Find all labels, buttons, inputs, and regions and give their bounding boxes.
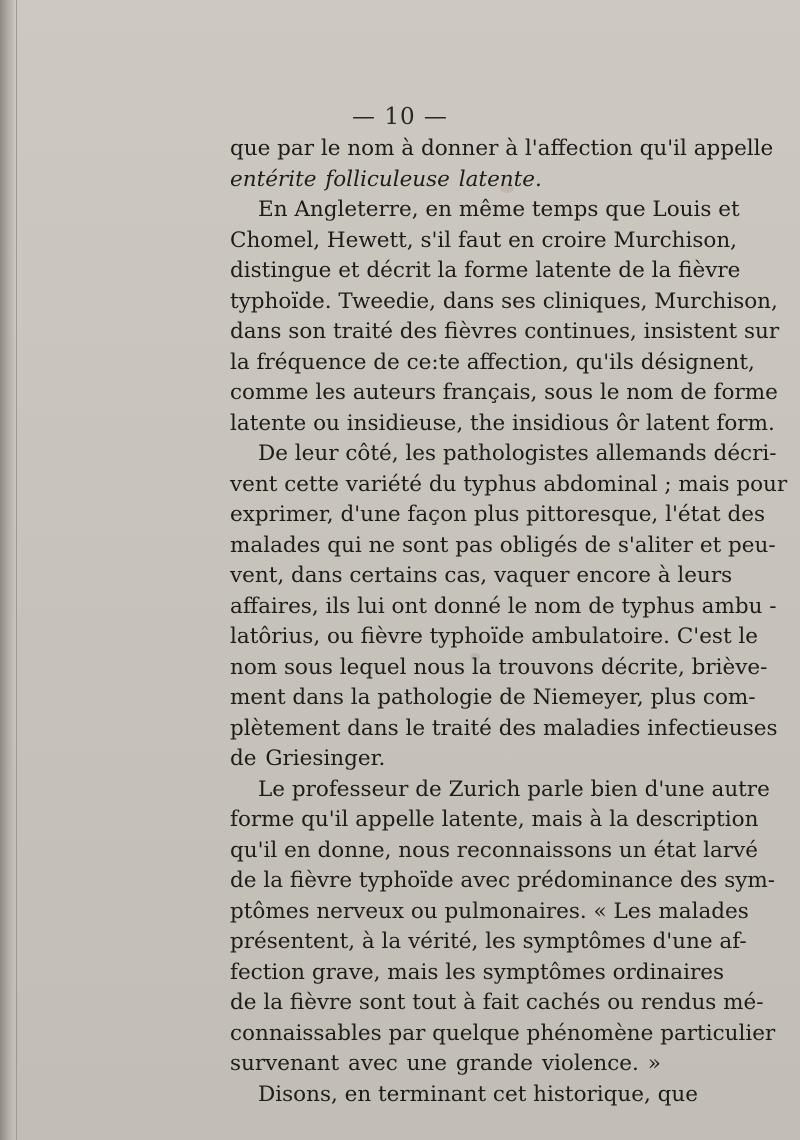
text-line: dans son traité des fièvres continues, insistent sur xyxy=(230,319,780,344)
text-line: Disons, en terminant cet historique, que xyxy=(258,1081,699,1107)
text-line: la fréquence de ce:te affection, qu'ils désignent, xyxy=(230,349,755,375)
text-line: de Griesinger. xyxy=(230,746,386,771)
text-line: vent cette variété du typhus abdominal ; mais pour xyxy=(230,471,788,497)
binding-edge xyxy=(0,0,14,1140)
text-line: fection grave, mais les symptômes ordinaires xyxy=(230,959,725,985)
text-line: de la fièvre typhoïde avec prédominance des sym- xyxy=(230,868,776,893)
text-line: présentent, à la vérité, les symptômes d'une af- xyxy=(230,929,747,954)
text-line: qu'il en donne, nous reconnaissons un état larvé xyxy=(230,837,758,863)
text-line: malades qui ne sont pas obligés de s'aliter et peu- xyxy=(230,532,776,558)
text-line: de la fièvre sont tout à fait cachés ou rendus mé- xyxy=(230,990,764,1015)
page-number: — 10 — xyxy=(352,104,448,130)
text-line: ptômes nerveux ou pulmonaires. « Les malades xyxy=(230,898,749,924)
text-line: Chomel, Hewett, s'il faut en croire Murchison, xyxy=(230,227,738,253)
text-line: Le professeur de Zurich parle bien d'une autre xyxy=(258,776,770,802)
text-line: De leur côté, les pathologistes allemands décri- xyxy=(258,441,777,466)
text-line: ment dans la pathologie de Niemeyer, plus com- xyxy=(230,685,756,710)
text-line: typhoïde. Tweedie, dans ses cliniques, Murchison, xyxy=(230,288,778,314)
text-line: latôrius, ou fièvre typhoïde ambulatoire. C'est le xyxy=(230,624,759,649)
text-line: vent, dans certains cas, vaquer encore à leurs xyxy=(230,563,733,588)
text-line xyxy=(230,165,700,196)
text-line: latente ou insidieuse, the insidious ôr latent form. xyxy=(230,410,775,436)
text-line: En Angleterre, en même temps que Louis et xyxy=(258,197,740,222)
text-line: nom sous lequel nous la trouvons décrite, briève- xyxy=(230,654,768,680)
binding-line xyxy=(16,0,17,1140)
text-line: distingue et décrit la forme latente de la fièvre xyxy=(230,258,741,283)
text-line: que par le nom à donner à l'affection qu'il appelle xyxy=(230,136,774,161)
text-line: plètement dans le traité des maladies infectieuses xyxy=(230,715,778,741)
body-text xyxy=(230,134,788,1110)
text-line: comme les auteurs français, sous le nom de forme xyxy=(230,380,778,405)
text-line: exprimer, d'une façon plus pittoresque, l'état des xyxy=(230,502,766,527)
text-line: forme qu'il appelle latente, mais à la description xyxy=(230,807,759,832)
text-line: connaissables par quelque phénomène particulier xyxy=(230,1020,776,1046)
text-line: survenant avec une grande violence. » xyxy=(230,1051,661,1076)
text-line: affaires, ils lui ont donné le nom de typhus ambu - xyxy=(230,593,777,619)
italic-term: entérite folliculeuse latente. xyxy=(230,166,542,192)
